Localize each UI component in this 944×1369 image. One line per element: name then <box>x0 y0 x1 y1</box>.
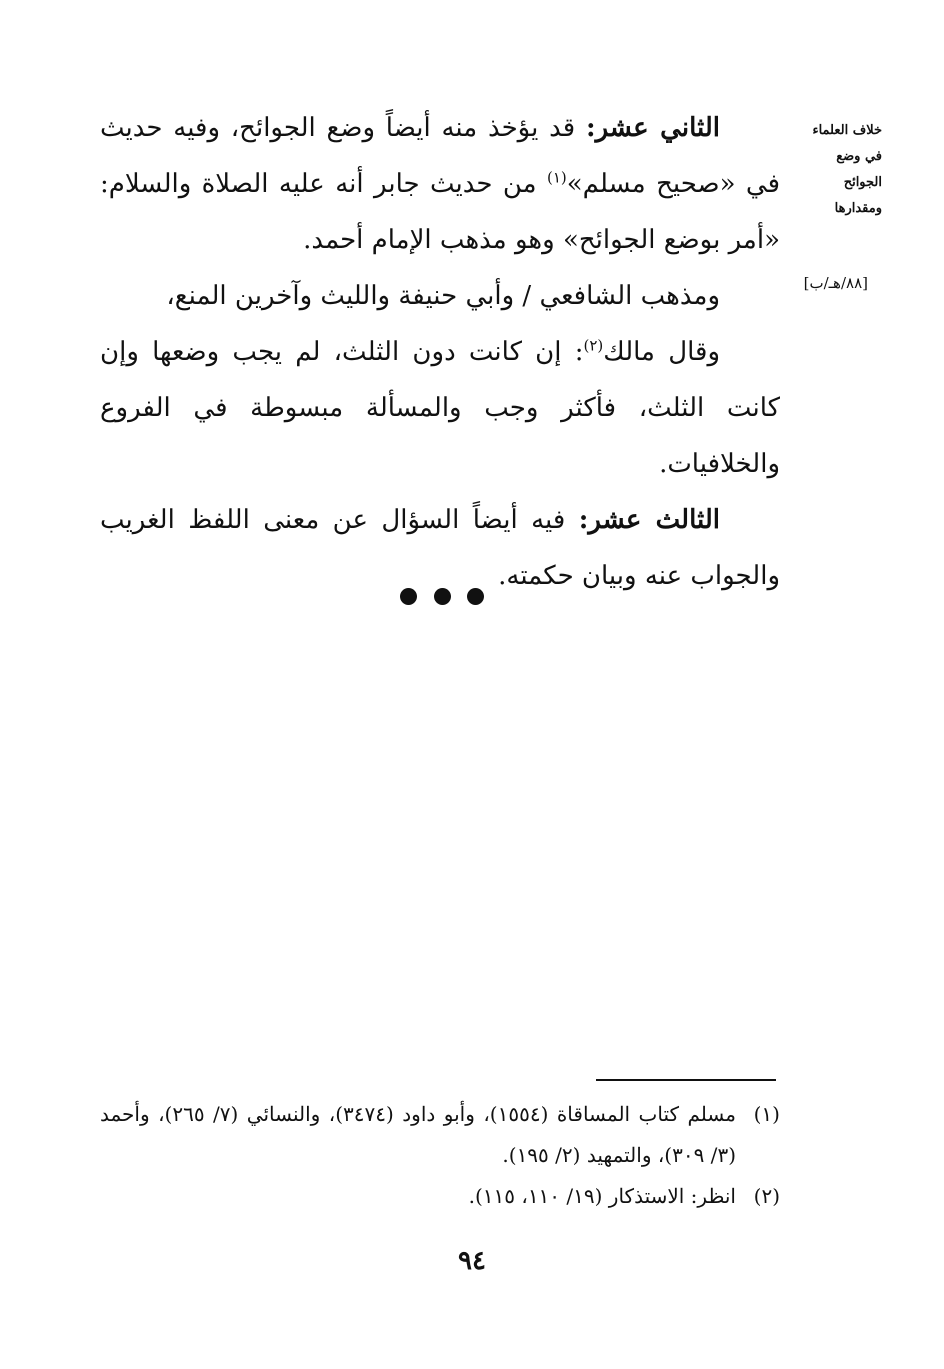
footnote-text: انظر: الاستذكار (١٩/ ١١٠، ١١٥). <box>468 1184 736 1208</box>
footnote-separator <box>596 1079 776 1081</box>
paragraph-heading: الثاني عشر: <box>585 113 720 143</box>
margin-note-line: الجوائح <box>843 175 882 190</box>
footnote-text: مسلم كتاب المساقاة (١٥٥٤)، وأبو داود (٣٤٧٤)، والنسائي (٧/ ٢٦٥)، وأحمد (٣/ ٣٠٩)، والتمهيد (٢/ ١٩٥). <box>100 1102 736 1167</box>
paragraph-text: قد يؤخذ منه أيضاً وضع الجوائح، وفيه حديث في «صحيح مسلم» <box>100 113 780 199</box>
footnote-number: (٢) <box>753 1184 780 1208</box>
footnote <box>100 1176 780 1217</box>
page-number: ٩٤ <box>458 1246 486 1276</box>
paragraph-text: وقال مالك <box>603 337 720 367</box>
margin-note-line: ومقدارها <box>834 201 882 216</box>
divider-dot <box>400 588 417 605</box>
footnotes <box>100 1094 780 1217</box>
divider-dot <box>434 588 451 605</box>
footnote-number: (١) <box>753 1102 780 1126</box>
paragraph-heading: الثالث عشر: <box>578 505 720 535</box>
manuscript-folio-marker: [٨٨/هـ/ب] <box>803 274 868 292</box>
paragraph <box>100 268 780 324</box>
paragraph <box>100 100 780 268</box>
footnote-reference[interactable]: (٢) <box>583 336 604 355</box>
section-divider-dots <box>400 588 484 608</box>
paragraph-text: من حديث جابر أنه عليه الصلاة والسلام: «أمر بوضع الجوائح» وهو مذهب الإمام أحمد. <box>100 169 780 255</box>
divider-dot <box>467 588 484 605</box>
footnote <box>100 1094 780 1176</box>
margin-note <box>802 118 882 222</box>
paragraph-text: : إن كانت دون الثلث، لم يجب وضعها وإن كانت الثلث، فأكثر وجب والمسألة مبسوطة في الفروع والخلافيات. <box>100 337 780 479</box>
margin-note-line: في وضع <box>836 149 882 164</box>
margin-note-line: خلاف العلماء <box>812 123 882 138</box>
paragraph-text: فيه أيضاً السؤال عن معنى اللفظ الغريب والجواب عنه وبيان حكمته. <box>100 505 780 591</box>
footnote-reference[interactable]: (١) <box>546 168 567 187</box>
main-text <box>100 100 780 604</box>
paragraph-text: ومذهب الشافعي / وأبي حنيفة والليث وآخرين المنع، <box>166 281 720 311</box>
paragraph <box>100 324 780 492</box>
